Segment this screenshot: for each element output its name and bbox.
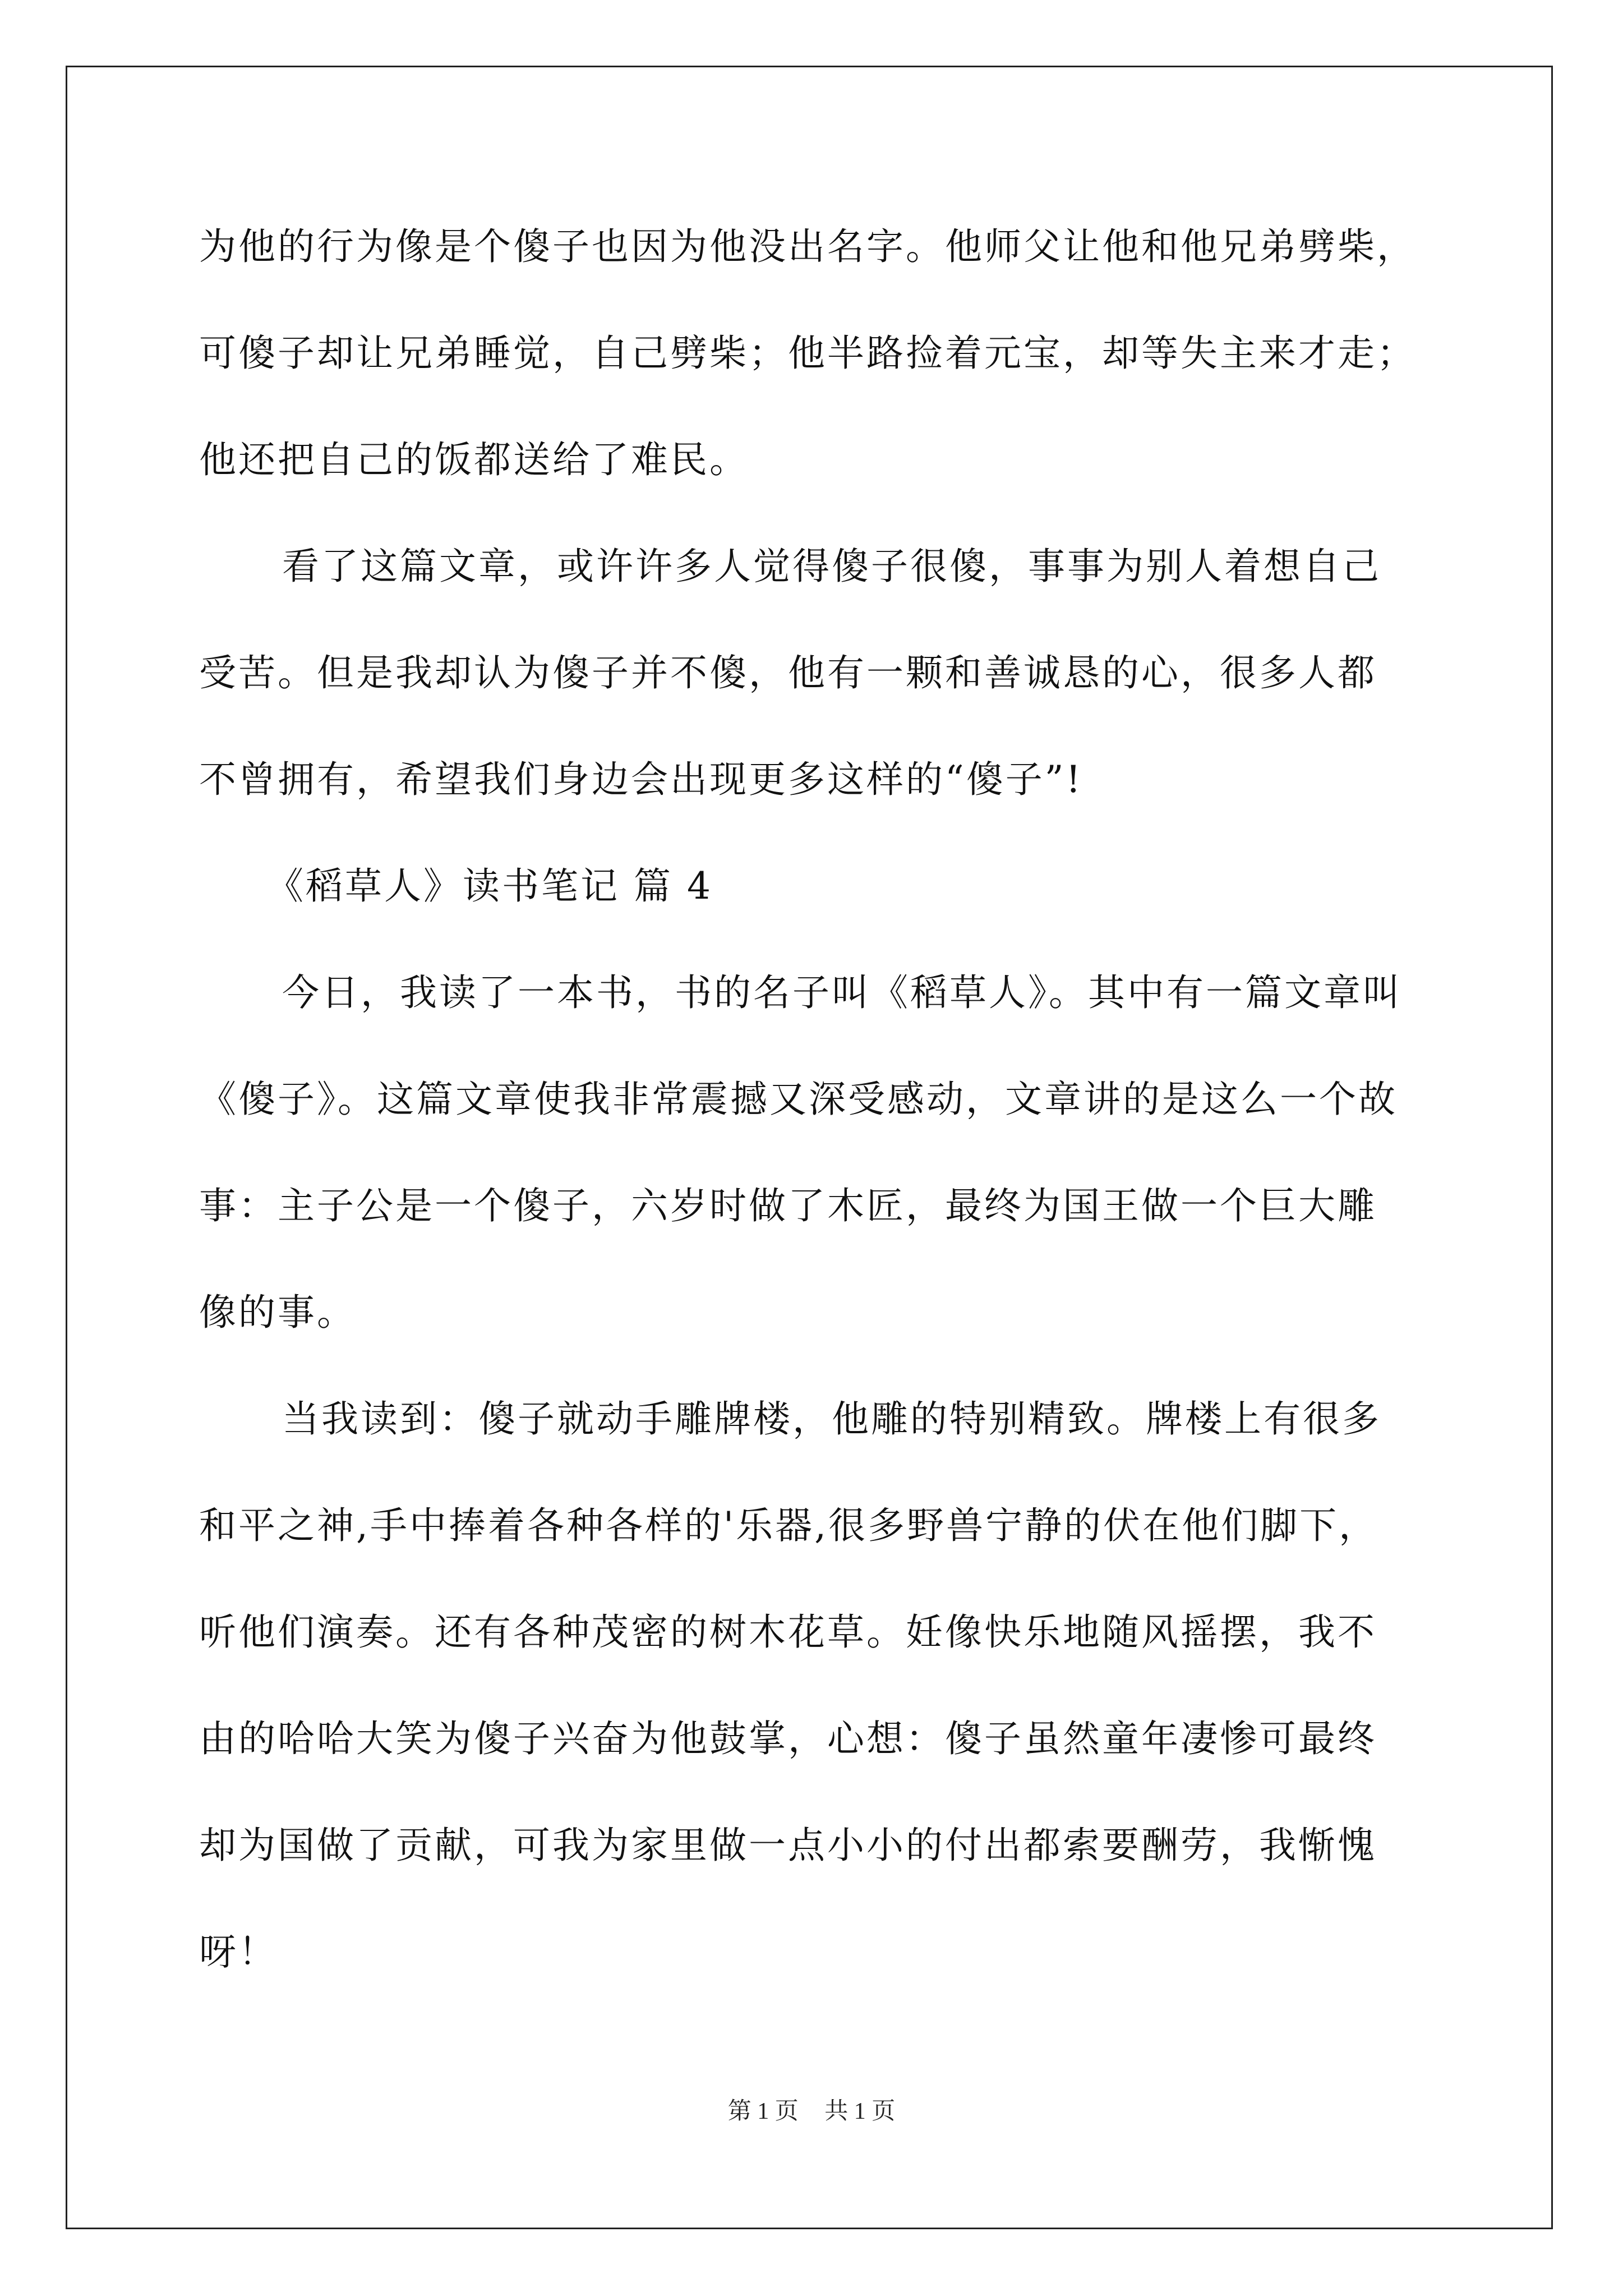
text-line: 可傻子却让兄弟睡觉，自己劈柴；他半路捡着元宝，却等失主来才走； [199, 332, 1416, 375]
text-line: 他还把自己的饭都送给了难民。 [199, 438, 749, 481]
text-line: 呀！ [199, 1930, 278, 1973]
text-line: 事：主子公是一个傻子，六岁时做了木匠，最终为国王做一个巨大雕 [199, 1184, 1377, 1227]
page-border [66, 66, 1553, 2229]
paragraph-start: 当我读到：傻子就动手雕牌楼，他雕的特别精致。牌楼上有很多 [282, 1397, 1381, 1441]
text-line: 听他们演奏。还有各种茂密的树木花草。妊像快乐地随风摇摆，我不 [199, 1611, 1377, 1654]
page-footer [0, 2092, 1623, 2126]
text-line: 《傻子》。这篇文章使我非常震撼又深受感动，文章讲的是这么一个故 [199, 1078, 1398, 1121]
text-line: 却为国做了贡献，可我为家里做一点小小的付出都索要酬劳，我惭愧 [199, 1824, 1377, 1867]
text-line: 为他的行为像是个傻子也因为他没出名字。他师父让他和他兄弟劈柴， [199, 225, 1416, 268]
page-number: 第 1 页 [727, 2099, 799, 2124]
text-line: 由的哈哈大笑为傻子兴奋为他鼓掌，心想：傻子虽然童年凄惨可最终 [199, 1717, 1377, 1760]
text-line: 受苦。但是我却认为傻子并不傻，他有一颗和善诚恳的心，很多人都 [199, 651, 1377, 694]
text-line: 不曾拥有，希望我们身边会出现更多这样的“傻子”! [199, 758, 1083, 801]
paragraph-start: 看了这篇文章，或许许多人觉得傻子很傻，事事为别人着想自己 [282, 545, 1381, 588]
page-total: 共 1 页 [824, 2099, 896, 2124]
text-line: 和平之神,手中捧着各种各样的'乐器,很多野兽宁静的伏在他们脚下， [199, 1504, 1378, 1547]
paragraph-start: 今日，我读了一本书，书的名子叫《稻草人》。其中有一篇文章叫 [282, 971, 1402, 1014]
text-line: 像的事。 [199, 1291, 356, 1334]
section-heading: 《稻草人》读书笔记 篇 4 [266, 864, 713, 908]
